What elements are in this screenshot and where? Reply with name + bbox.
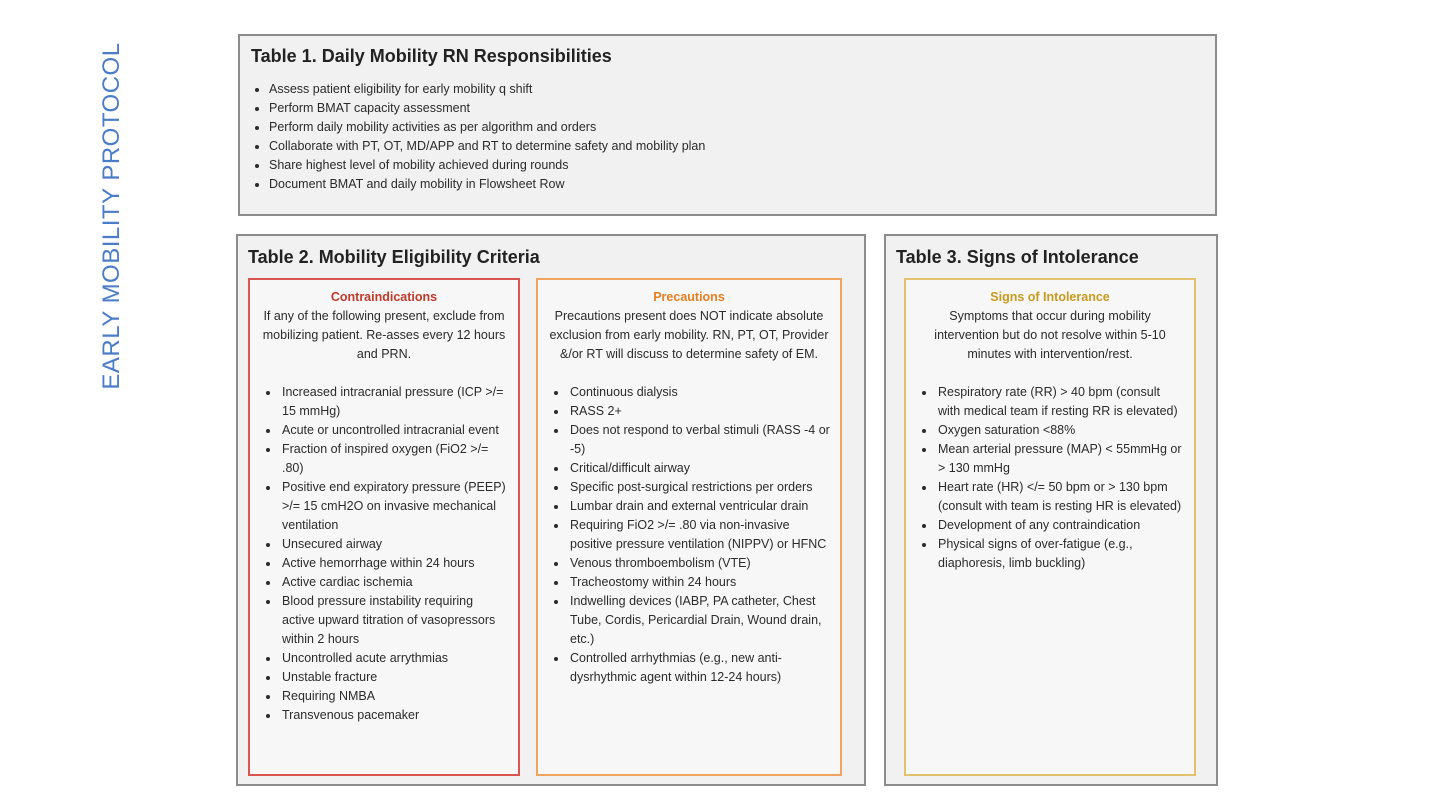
contraindications-box bbox=[248, 278, 520, 776]
list-item: • Fraction of inspired oxygen (FiO2 >/= .80) bbox=[280, 440, 508, 478]
list-item: • Requiring NMBA bbox=[280, 687, 508, 706]
table1-title: Table 1. Daily Mobility RN Responsibilities bbox=[251, 46, 612, 66]
table1-list bbox=[251, 80, 705, 194]
contraindications-heading: Contraindications bbox=[330, 290, 438, 304]
list-item: • Respiratory rate (RR) > 40 bpm (consult with medical team if resting RR is elevated) bbox=[936, 383, 1184, 421]
list-item: • Mean arterial pressure (MAP) < 55mmHg or > 130 mmHg bbox=[936, 440, 1184, 478]
intolerance-list bbox=[916, 383, 1184, 573]
precautions-heading: Precautions bbox=[653, 290, 725, 304]
list-item: • Share highest level of mobility achieved during rounds bbox=[269, 156, 705, 175]
intolerance-description: Symptoms that occur during mobility intervention but do not resolve within 5-10 minutes with intervention/rest. bbox=[934, 309, 1166, 361]
list-item: • Physical signs of over-fatigue (e.g., diaphoresis, limb buckling) bbox=[936, 535, 1184, 573]
table2-panel bbox=[236, 234, 866, 786]
list-item: • Venous thromboembolism (VTE) bbox=[568, 554, 830, 573]
list-item: • Document BMAT and daily mobility in Flowsheet Row bbox=[269, 175, 705, 194]
list-item: • Active hemorrhage within 24 hours bbox=[280, 554, 508, 573]
precautions-box bbox=[536, 278, 842, 776]
list-item: • Critical/difficult airway bbox=[568, 459, 830, 478]
list-item: • Collaborate with PT, OT, MD/APP and RT to determine safety and mobility plan bbox=[269, 137, 705, 156]
list-item: • Requiring FiO2 >/= .80 via non-invasive positive pressure ventilation (NIPPV) or HFNC bbox=[568, 516, 830, 554]
contraindications-list bbox=[260, 383, 508, 725]
intolerance-heading: Signs of Intolerance bbox=[990, 290, 1110, 304]
list-item: • Unsecured airway bbox=[280, 535, 508, 554]
precautions-list bbox=[548, 383, 830, 687]
list-item: • Uncontrolled acute arrythmias bbox=[280, 649, 508, 668]
table2-title: Table 2. Mobility Eligibility Criteria bbox=[248, 247, 540, 267]
list-item: • Unstable fracture bbox=[280, 668, 508, 687]
contraindications-description: If any of the following present, exclude from mobilizing patient. Re-asses every 12 hours and PRN. bbox=[262, 309, 506, 361]
list-item: • Tracheostomy within 24 hours bbox=[568, 573, 830, 592]
list-item: • RASS 2+ bbox=[568, 402, 830, 421]
table1-panel bbox=[238, 34, 1217, 216]
list-item: • Blood pressure instability requiring active upward titration of vasopressors within 2 hours bbox=[280, 592, 508, 649]
list-item: • Perform BMAT capacity assessment bbox=[269, 99, 705, 118]
list-item: • Assess patient eligibility for early mobility q shift bbox=[269, 80, 705, 99]
list-item: • Does not respond to verbal stimuli (RASS -4 or -5) bbox=[568, 421, 830, 459]
list-item: • Positive end expiratory pressure (PEEP) >/= 15 cmH2O on invasive mechanical ventilation bbox=[280, 478, 508, 535]
list-item: • Transvenous pacemaker bbox=[280, 706, 508, 725]
list-item: • Acute or uncontrolled intracranial event bbox=[280, 421, 508, 440]
list-item: • Increased intracranial pressure (ICP >/= 15 mmHg) bbox=[280, 383, 508, 421]
list-item: • Heart rate (HR) </= 50 bpm or > 130 bpm (consult with team is resting HR is elevated) bbox=[936, 478, 1184, 516]
intolerance-box bbox=[904, 278, 1196, 776]
precautions-description: Precautions present does NOT indicate absolute exclusion from early mobility. RN, PT, OT, Provider &/or RT will discuss to determine safety of EM. bbox=[549, 309, 829, 361]
table3-panel bbox=[884, 234, 1218, 786]
list-item: • Specific post-surgical restrictions per orders bbox=[568, 478, 830, 497]
list-item: • Indwelling devices (IABP, PA catheter, Chest Tube, Cordis, Pericardial Drain, Wound drain, etc.) bbox=[568, 592, 830, 649]
list-item: • Controlled arrhythmias (e.g., new anti-dysrhythmic agent within 12-24 hours) bbox=[568, 649, 830, 687]
list-item: • Active cardiac ischemia bbox=[280, 573, 508, 592]
list-item: • Development of any contraindication bbox=[936, 516, 1184, 535]
side-title-text: EARLY MOBILITY PROTOCOL bbox=[98, 42, 125, 390]
list-item: • Lumbar drain and external ventricular drain bbox=[568, 497, 830, 516]
list-item: • Continuous dialysis bbox=[568, 383, 830, 402]
list-item: • Oxygen saturation <88% bbox=[936, 421, 1184, 440]
table3-title: Table 3. Signs of Intolerance bbox=[896, 247, 1139, 267]
side-title bbox=[96, 42, 128, 390]
list-item: • Perform daily mobility activities as per algorithm and orders bbox=[269, 118, 705, 137]
